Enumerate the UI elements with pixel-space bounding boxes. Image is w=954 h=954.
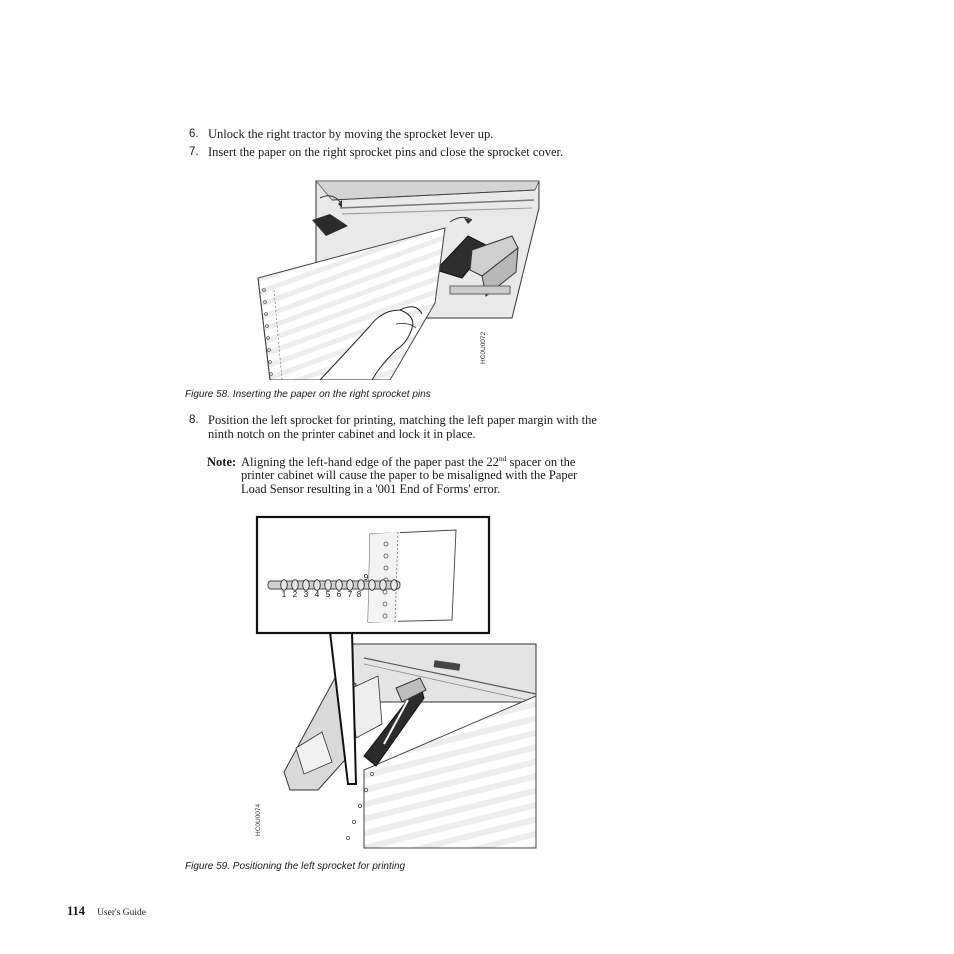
step-number: 6. [189, 128, 199, 140]
step-6 [189, 127, 749, 142]
step-8 [189, 413, 749, 443]
note [207, 455, 627, 499]
page-number: 114 [67, 904, 86, 918]
figure-58-caption: Figure 58. Inserting the paper on the right sprocket pins [185, 389, 431, 400]
figure-58-id: HC0U0072 [480, 331, 487, 364]
step-text: Insert the paper on the right sprocket pins and close the sprocket cover. [208, 145, 564, 159]
notch-label-7: 7 [347, 590, 353, 599]
step-text: Unlock the right tractor by moving the sprocket lever up. [208, 127, 494, 141]
note-superscript: nd [498, 454, 507, 463]
figure-59-caption: Figure 59. Positioning the left sprocket for printing [185, 861, 406, 872]
notch-label-2: 2 [292, 590, 298, 599]
note-line-3: Load Sensor resulting in a '001 End of Forms' error. [241, 482, 501, 496]
figure-59-id: HC0U0074 [255, 803, 262, 836]
note-line-1-text: Aligning the left-hand edge of the paper past the 22 [241, 455, 499, 469]
footer-title: User's Guide [97, 908, 147, 918]
notch-label-1: 1 [281, 590, 287, 599]
notch-label-9: 9 [363, 573, 369, 582]
step-number: 7. [189, 146, 199, 158]
notch-label-6: 6 [336, 590, 342, 599]
note-line-1 [241, 455, 575, 469]
note-line-1-end: spacer on the [506, 455, 576, 469]
note-line-2: printer cabinet will cause the paper to be misaligned with the Paper [241, 468, 578, 482]
step-text-line-2: ninth notch on the printer cabinet and lock it in place. [208, 427, 476, 441]
figure-58-illustration [250, 178, 545, 380]
notch-label-5: 5 [325, 590, 331, 599]
step-text-line-1: Position the left sprocket for printing, matching the left paper margin with the [208, 413, 597, 427]
figure-59-illustration [252, 512, 542, 850]
notch-label-3: 3 [303, 590, 309, 599]
notch-label-8: 8 [356, 590, 362, 599]
note-label: Note: [207, 455, 237, 469]
step-7 [189, 145, 749, 160]
step-number: 8. [189, 414, 199, 426]
page-footer [67, 902, 146, 916]
notch-label-4: 4 [314, 590, 320, 599]
